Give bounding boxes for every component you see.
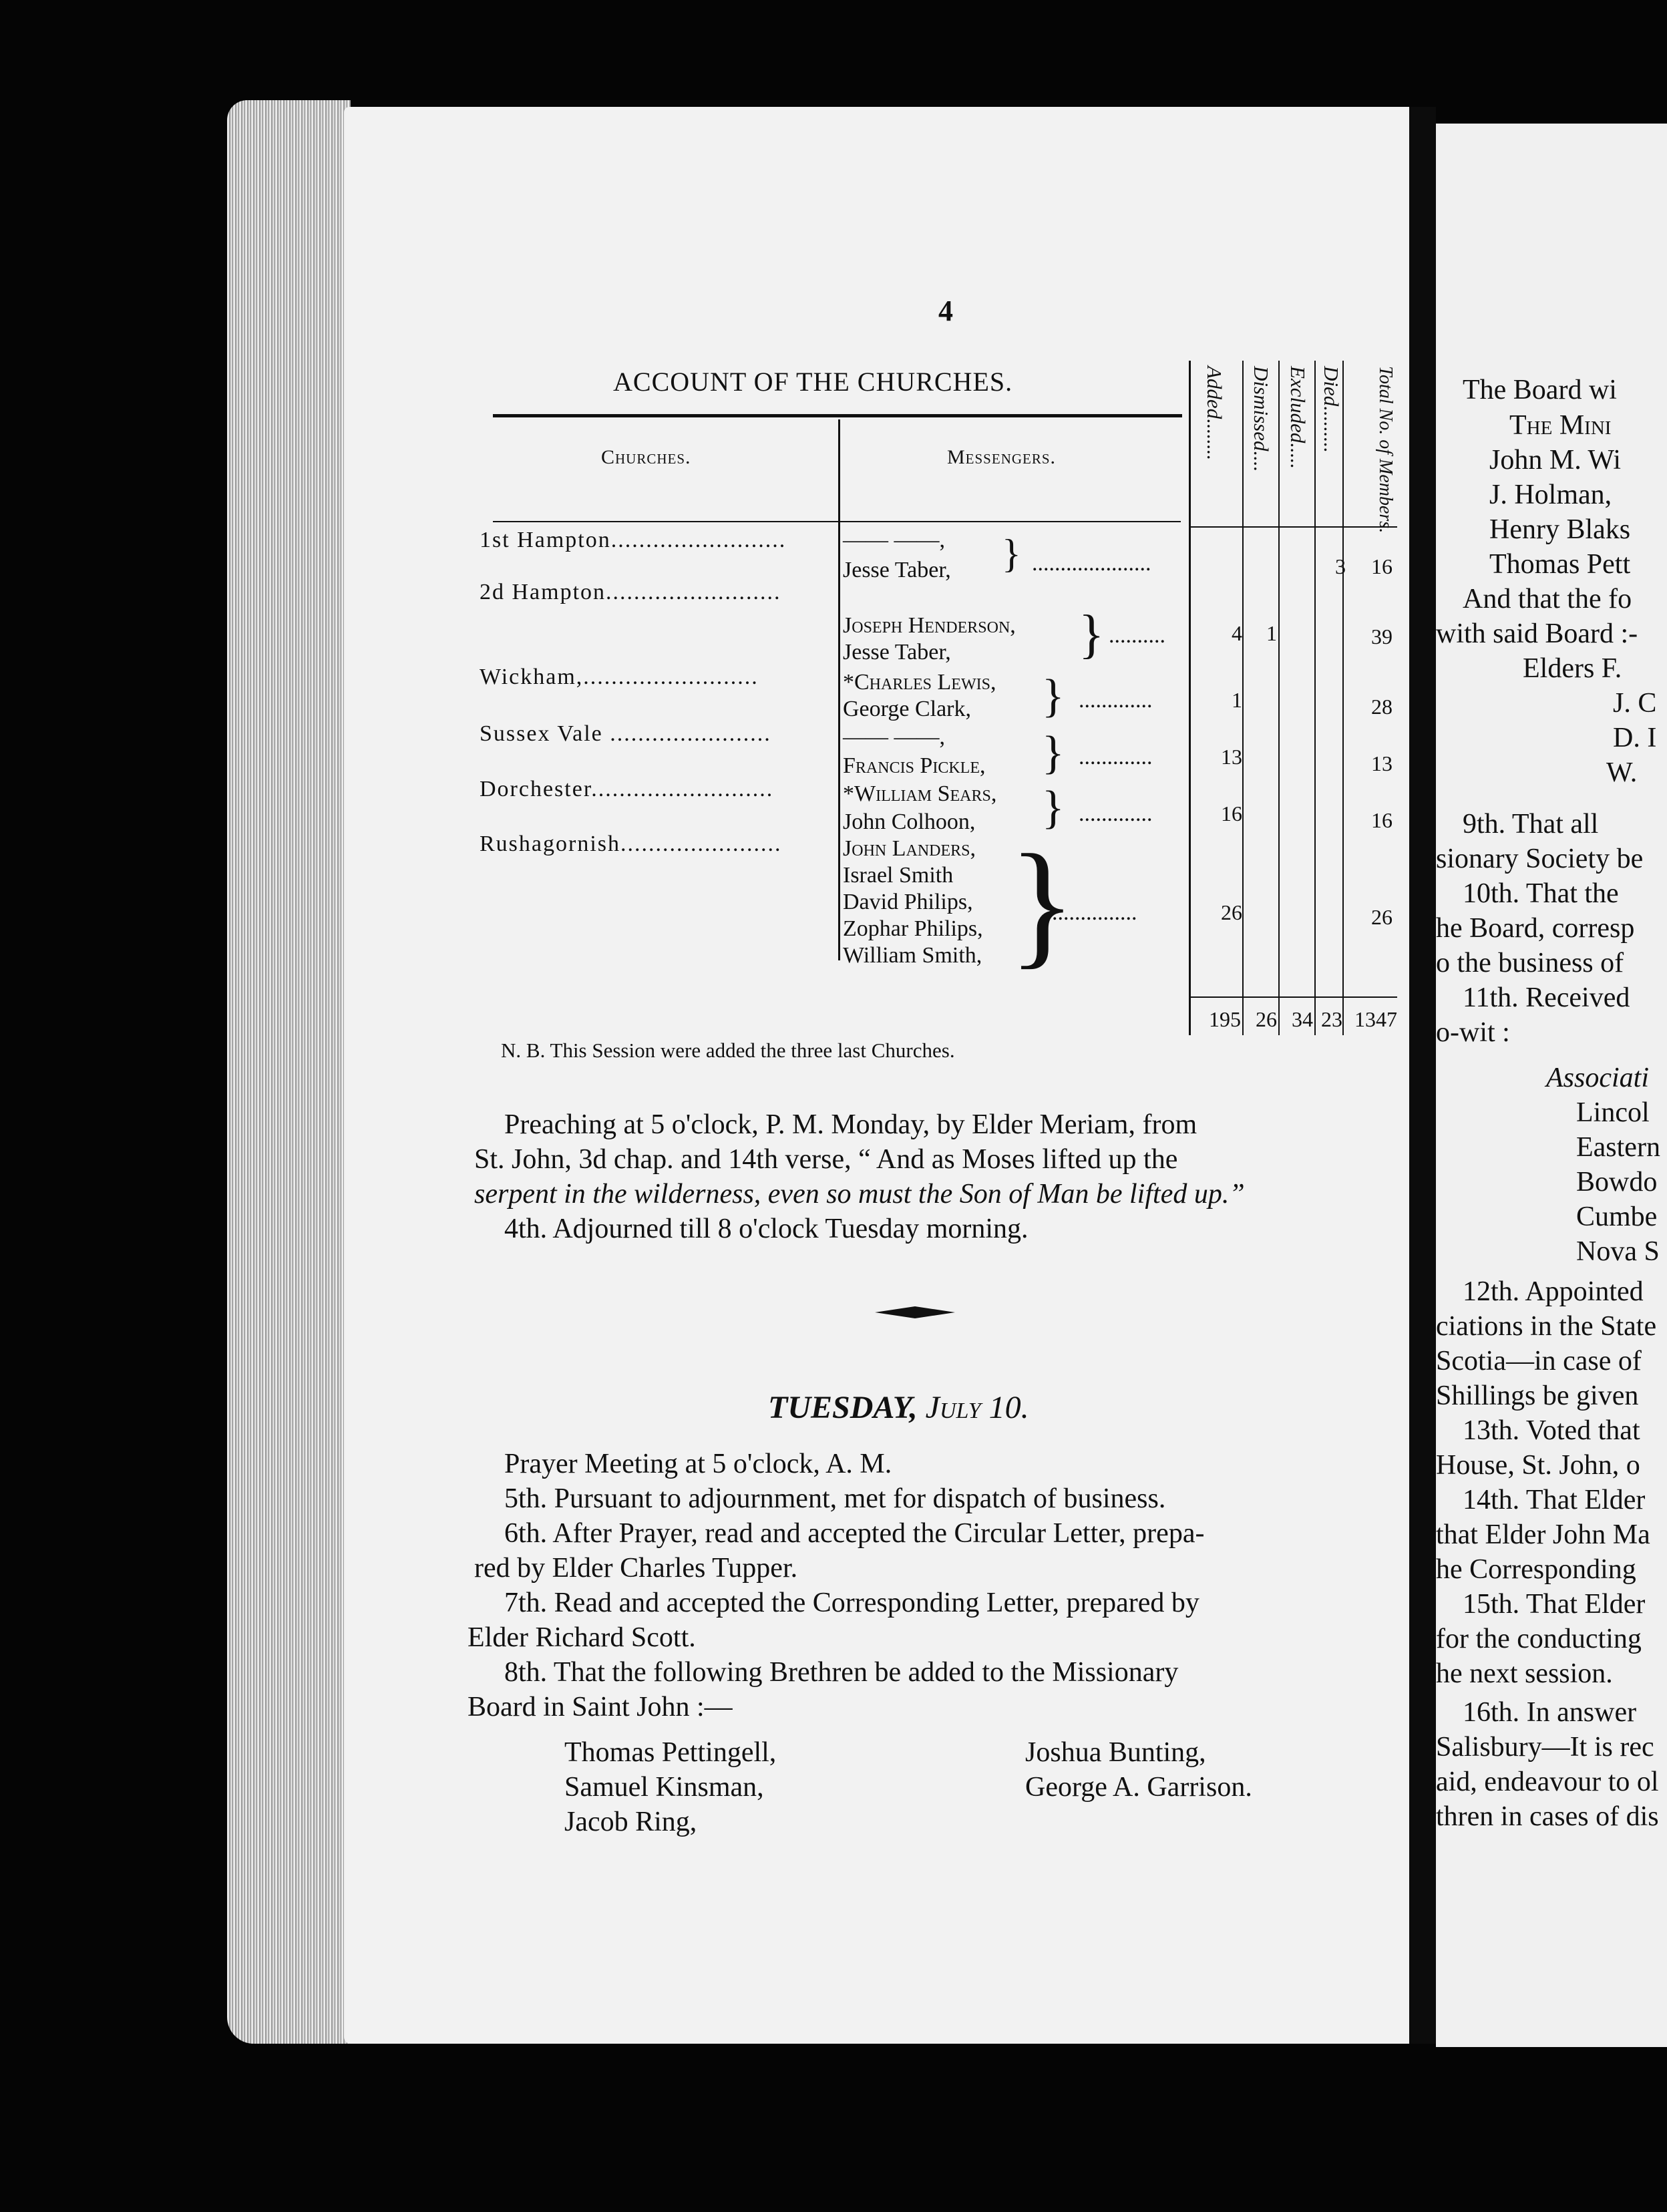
right-line: John M. Wi xyxy=(1489,445,1622,476)
messenger: John Colhoon, xyxy=(843,809,976,834)
right-line: aid, endeavour to ol xyxy=(1436,1767,1659,1797)
minutes-line: 7th. Read and accepted the Corresponding Letter, prepared by xyxy=(504,1588,1199,1618)
right-line: for the conducting xyxy=(1436,1624,1642,1654)
messenger: Israel Smith xyxy=(843,863,954,888)
minutes-line: 5th. Pursuant to adjournment, met for dispatch of business. xyxy=(504,1483,1166,1514)
right-line: Thomas Pett xyxy=(1489,549,1631,580)
brethren-name: George A. Garrison. xyxy=(1025,1772,1252,1803)
column-divider-died xyxy=(1314,361,1316,1035)
total-dismissed: 26 xyxy=(1256,1007,1277,1031)
right-line: he next session. xyxy=(1436,1658,1613,1689)
right-line: Bowdo xyxy=(1576,1167,1658,1197)
page-number: 4 xyxy=(938,295,953,327)
church-dorchester: Dorchester.......................... xyxy=(480,777,774,801)
total-value: 16 xyxy=(1371,554,1393,578)
column-divider-messengers xyxy=(838,419,840,960)
column-divider-added xyxy=(1189,361,1191,1035)
leader-dots: ............. xyxy=(1079,745,1153,769)
preaching-line: Preaching at 5 o'clock, P. M. Monday, by Elder Meriam, from xyxy=(504,1109,1197,1140)
brace: } xyxy=(1042,727,1065,779)
brace: } xyxy=(1042,782,1065,834)
right-line: 11th. Received xyxy=(1463,982,1630,1013)
church-sussex-vale: Sussex Vale ....................... xyxy=(480,721,771,746)
added-value: 13 xyxy=(1221,745,1242,769)
right-line: o the business of xyxy=(1436,948,1624,978)
right-line: Nova S xyxy=(1576,1236,1660,1267)
right-line: he Corresponding xyxy=(1436,1554,1636,1585)
right-line: 10th. That the xyxy=(1463,878,1619,909)
total-excluded: 34 xyxy=(1292,1007,1313,1031)
total-value: 39 xyxy=(1371,624,1393,649)
brace: } xyxy=(1042,671,1065,722)
day-heading xyxy=(768,1389,1029,1426)
messenger: Francis Pickle, xyxy=(843,753,986,778)
messenger: David Philips, xyxy=(843,890,973,914)
right-line: Associati xyxy=(1546,1063,1649,1093)
added-value: 1 xyxy=(1232,688,1242,712)
minutes-line: 6th. After Prayer, read and accepted the Circular Letter, prepa- xyxy=(504,1518,1205,1549)
header-dismissed: Dismissed.... xyxy=(1250,366,1273,472)
column-divider-excluded xyxy=(1278,361,1280,1035)
right-line: And that the fo xyxy=(1463,584,1632,614)
total-members: 1347 xyxy=(1354,1007,1397,1031)
brace: } xyxy=(1002,532,1021,576)
header-churches: Churches. xyxy=(601,446,691,468)
right-line: Salisbury—It is rec xyxy=(1436,1732,1654,1763)
total-value: 13 xyxy=(1371,751,1393,775)
messenger: George Clark, xyxy=(843,697,971,721)
preaching-line: serpent in the wilderness, even so must the Son of Man be lifted up.” xyxy=(474,1179,1245,1210)
brace: } xyxy=(1008,826,1076,981)
right-line: The Board wi xyxy=(1463,375,1617,405)
total-value: 28 xyxy=(1371,695,1393,719)
header-excluded: Excluded..... xyxy=(1286,366,1310,470)
right-page xyxy=(1436,124,1667,2047)
church-2d-hampton: 2d Hampton......................... xyxy=(480,580,781,604)
right-line: 12th. Appointed xyxy=(1463,1276,1644,1307)
right-line: Shillings be given xyxy=(1436,1380,1639,1411)
leader-dots: ............. xyxy=(1079,801,1153,826)
total-added: 195 xyxy=(1209,1007,1241,1031)
right-line: W. xyxy=(1606,757,1638,788)
messenger: —— ——, xyxy=(843,528,945,552)
total-value: 16 xyxy=(1371,808,1393,832)
brethren-name: Samuel Kinsman, xyxy=(564,1772,764,1803)
right-line: sionary Society be xyxy=(1436,844,1644,874)
right-line: 16th. In answer xyxy=(1463,1697,1637,1728)
right-line: Lincol xyxy=(1576,1097,1650,1128)
total-value: 26 xyxy=(1371,905,1393,929)
minutes-line: 8th. That the following Brethren be added to the Missionary xyxy=(504,1657,1179,1688)
minutes-line: Elder Richard Scott. xyxy=(468,1622,696,1653)
added-value: 4 xyxy=(1232,621,1242,645)
right-line: D. I xyxy=(1613,723,1657,753)
messenger: William Smith, xyxy=(843,943,982,968)
brethren-name: Thomas Pettingell, xyxy=(564,1737,777,1768)
messenger: Zophar Philips, xyxy=(843,916,983,941)
total-died: 23 xyxy=(1321,1007,1342,1031)
column-divider-total xyxy=(1342,361,1344,1035)
church-1st-hampton: 1st Hampton......................... xyxy=(480,528,787,552)
table-header-rule xyxy=(493,521,1181,522)
messenger: *William Sears, xyxy=(843,781,997,806)
header-total-members: Total No. of Members. xyxy=(1375,366,1396,534)
right-line: Eastern xyxy=(1576,1132,1660,1163)
preaching-line: 4th. Adjourned till 8 o'clock Tuesday morning. xyxy=(504,1214,1029,1244)
day-date: July 10. xyxy=(925,1390,1029,1425)
right-line: Henry Blaks xyxy=(1489,514,1631,545)
messenger: —— ——, xyxy=(843,725,945,749)
right-line: ciations in the State xyxy=(1436,1311,1657,1342)
day-name: TUESDAY, xyxy=(768,1390,918,1425)
leader-dots: ..................... xyxy=(1032,551,1151,576)
right-line: Cumbe xyxy=(1576,1202,1658,1232)
leader-dots: ............... xyxy=(1052,900,1137,925)
brace: } xyxy=(1079,605,1105,664)
book-gutter xyxy=(1409,107,1436,2044)
page-title: ACCOUNT OF THE CHURCHES. xyxy=(613,367,1013,397)
table-top-rule xyxy=(493,414,1182,417)
messenger: Jesse Taber, xyxy=(843,640,951,665)
header-died: Died......... xyxy=(1320,366,1343,453)
right-line: 13th. Voted that xyxy=(1463,1415,1640,1446)
messenger: John Landers, xyxy=(843,836,976,861)
minutes-line: red by Elder Charles Tupper. xyxy=(474,1553,798,1584)
right-line: that Elder John Ma xyxy=(1436,1519,1650,1550)
nb-note: N. B. This Session were added the three last Churches. xyxy=(501,1039,955,1062)
totals-rule xyxy=(1189,996,1397,998)
right-line: J. Holman, xyxy=(1489,480,1612,510)
added-value: 26 xyxy=(1221,900,1242,924)
messenger: Joseph Henderson, xyxy=(843,613,1016,638)
header-messengers: Messengers. xyxy=(947,446,1057,468)
right-line: Elders F. xyxy=(1523,653,1622,684)
preaching-line: St. John, 3d chap. and 14th verse, “ And as Moses lifted up the xyxy=(474,1144,1178,1175)
church-rushagornish: Rushagornish....................... xyxy=(480,832,782,856)
right-line: thren in cases of dis xyxy=(1436,1801,1659,1832)
right-line: 15th. That Elder xyxy=(1463,1589,1646,1620)
right-line: 9th. That all xyxy=(1463,809,1599,840)
brethren-name: Jacob Ring, xyxy=(564,1807,697,1837)
died-value: 3 xyxy=(1335,554,1346,578)
column-divider-dismissed xyxy=(1242,361,1244,1035)
right-line: Scotia—in case of xyxy=(1436,1346,1642,1376)
church-wickham: Wickham,......................... xyxy=(480,665,759,689)
minutes-line: Prayer Meeting at 5 o'clock, A. M. xyxy=(504,1449,892,1479)
right-line: o-wit : xyxy=(1436,1017,1510,1048)
added-value: 16 xyxy=(1221,801,1242,825)
messenger: *Charles Lewis, xyxy=(843,670,996,695)
right-line: he Board, corresp xyxy=(1436,913,1635,944)
leader-dots: .......... xyxy=(1109,623,1165,648)
section-ornament xyxy=(875,1302,955,1322)
book-page-edges xyxy=(227,100,351,2044)
right-line: 14th. That Elder xyxy=(1463,1485,1646,1515)
dismissed-value: 1 xyxy=(1266,621,1277,645)
right-line: J. C xyxy=(1613,688,1657,719)
brethren-name: Joshua Bunting, xyxy=(1025,1737,1206,1768)
leader-dots: ............. xyxy=(1079,688,1153,713)
right-line: with said Board :- xyxy=(1436,618,1638,649)
messenger: Jesse Taber, xyxy=(843,558,951,582)
minutes-line: Board in Saint John :— xyxy=(468,1692,733,1722)
header-added: Added........ xyxy=(1203,366,1226,461)
right-line: The Mini xyxy=(1509,410,1612,441)
right-line: House, St. John, o xyxy=(1436,1450,1640,1481)
